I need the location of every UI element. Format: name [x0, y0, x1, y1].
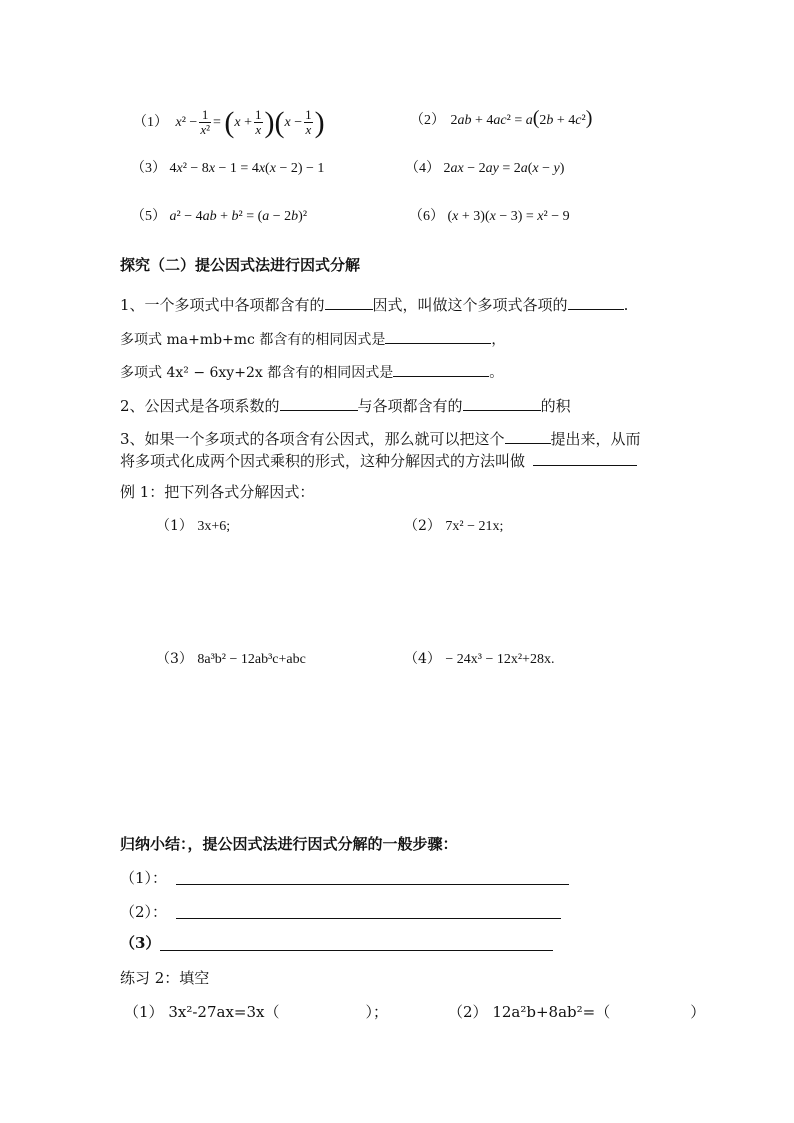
- item-label: （3）: [156, 651, 193, 667]
- summary-step-2: （2）：: [120, 903, 168, 921]
- problem-label: （1）: [133, 115, 168, 130]
- problem-label: （3）: [131, 161, 166, 176]
- item-expr: 12a²b+8ab²=（: [492, 1003, 611, 1021]
- item-expr: 3x+6;: [197, 519, 231, 534]
- item-expr: 3x²-27ax=3x（: [168, 1003, 280, 1021]
- punct: ，: [491, 332, 506, 348]
- q2-text-c: 的积: [540, 397, 571, 415]
- item-label: （4）: [404, 651, 441, 667]
- practice-title: 练习 2：填空: [120, 969, 210, 987]
- answer-blank[interactable]: [385, 329, 491, 344]
- q1-text-a: 1、一个多项式中各项都含有的: [120, 296, 325, 314]
- item-label: （2）: [448, 1003, 488, 1021]
- problem-1: [133, 106, 325, 140]
- q1-text-line3: 多项式 4x² − 6xy+2x 都含有的相同因式是: [120, 365, 394, 381]
- q1-text-b: 因式，叫做这个多项式各项的: [372, 296, 568, 314]
- item-expr: 8a³b² − 12ab³c+abc: [197, 652, 306, 667]
- problem-label: （2）: [410, 113, 445, 128]
- problem-3: [131, 160, 324, 178]
- answer-line[interactable]: [160, 950, 553, 951]
- q1-line3: [120, 362, 503, 382]
- example-item-2: [404, 517, 503, 536]
- example-item-1: [156, 517, 230, 536]
- problem-label: （4）: [405, 161, 440, 176]
- q1-line1: [120, 295, 628, 314]
- summary-step-1: （1）：: [120, 869, 168, 887]
- answer-blank[interactable]: [325, 295, 373, 310]
- problem-6: [409, 208, 570, 226]
- equation: (x + 3)(x − 3) = x² − 9: [447, 209, 570, 224]
- equation: 2ab + 4ac² = a(2b + 4c²): [450, 107, 593, 129]
- example-item-3: [156, 650, 306, 669]
- section-heading: 探究（二）提公因式法进行因式分解: [120, 256, 361, 274]
- item-label: （1）: [156, 518, 193, 534]
- answer-blank[interactable]: [533, 451, 637, 466]
- answer-blank[interactable]: [280, 396, 358, 411]
- example-title: 例 1：把下列各式分解因式：: [120, 483, 315, 501]
- item-end: ）；: [365, 1003, 388, 1021]
- summary-title: 归纳小结：，提公因式法进行因式分解的一般步骤：: [120, 835, 458, 853]
- punct: 。: [489, 365, 504, 381]
- q3-text-b: 提出来，从而: [550, 430, 641, 448]
- item-label: （1）: [124, 1003, 164, 1021]
- problem-label: （5）: [131, 209, 166, 224]
- q3-line1: [120, 429, 641, 448]
- answer-line[interactable]: [176, 884, 569, 885]
- problem-5: [131, 208, 307, 226]
- summary-step-3: （3）: [120, 934, 161, 952]
- q1-line2: [120, 329, 505, 349]
- q1-text-line2: 多项式 ma+mb+mc 都含有的相同因式是: [120, 332, 386, 348]
- item-end: ）: [690, 1003, 706, 1021]
- q2-line: [120, 396, 571, 415]
- q2-text-b: 与各项都含有的: [357, 397, 463, 415]
- equation: x² − $\frac{1}{\text{x²}}$ = (x + $\frac{1}{x}$ )(x − $\frac{1}{x}$ ): [175, 105, 325, 139]
- item-expr: 7x² − 21x;: [445, 519, 504, 534]
- practice-item-1: [124, 1003, 388, 1021]
- item-label: （2）: [404, 518, 441, 534]
- item-expr: − 24x³ − 12x²+28x.: [445, 652, 555, 667]
- equation: a² − 4ab + b² = (a − 2b)²: [169, 209, 308, 224]
- answer-blank[interactable]: [505, 429, 551, 444]
- practice-item-2: [448, 1003, 705, 1021]
- q2-text-a: 2、公因式是各项系数的: [120, 397, 280, 415]
- problem-4: [405, 160, 564, 178]
- answer-line[interactable]: [176, 918, 561, 919]
- answer-blank[interactable]: [463, 396, 541, 411]
- q3-text-line2: 将多项式化成两个因式乘积的形式，这种分解因式的方法叫做: [120, 452, 526, 470]
- q3-line2: [120, 451, 637, 470]
- example-item-4: [404, 650, 554, 669]
- q3-text-a: 3、如果一个多项式的各项含有公因式，那么就可以把这个: [120, 430, 505, 448]
- problem-label: （6）: [409, 209, 444, 224]
- problem-2: [410, 106, 592, 130]
- equation: 4x² − 8x − 1 = 4x(x − 2) − 1: [169, 161, 325, 176]
- answer-blank[interactable]: [568, 295, 624, 310]
- q1-end: .: [623, 296, 629, 314]
- answer-blank[interactable]: [393, 362, 489, 377]
- equation: 2ax − 2ay = 2a(x − y): [443, 161, 565, 176]
